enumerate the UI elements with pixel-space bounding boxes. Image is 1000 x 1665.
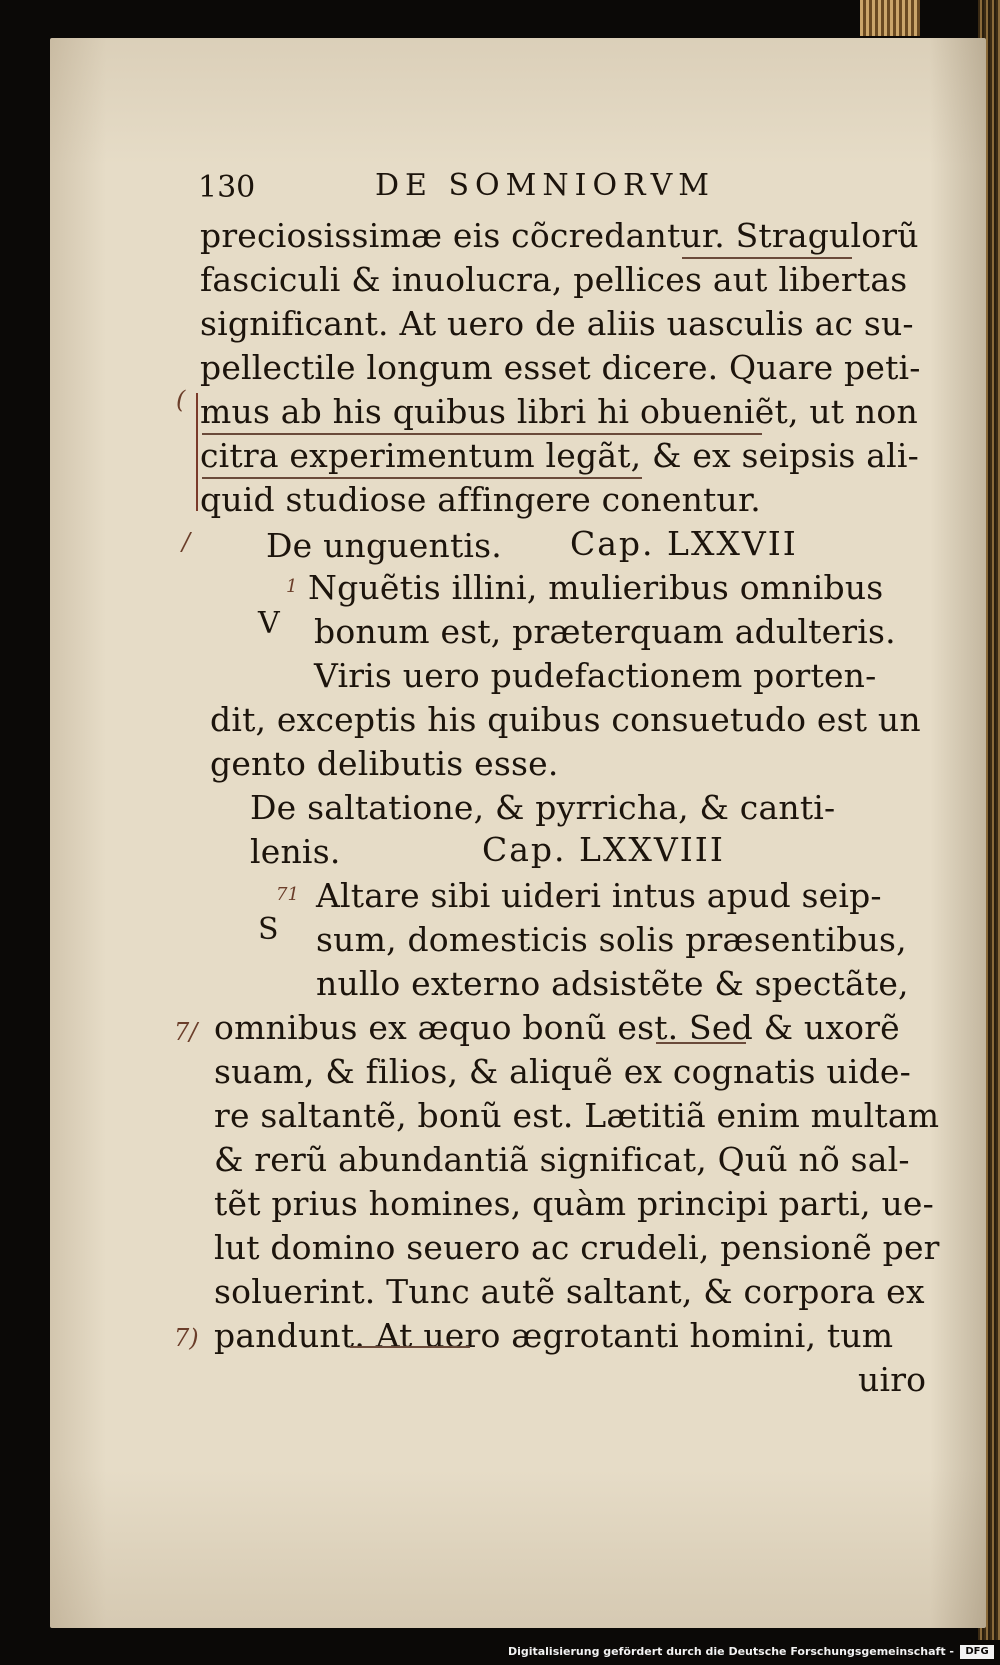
book-page-edges — [860, 0, 920, 36]
text-line: sum, domesticis solis præsentibus, — [316, 920, 907, 959]
text-line: mus ab his quibus libri hi obueniẽt, ut non — [200, 392, 918, 431]
text-line: citra experimentum legãt, & ex seipsis ali- — [200, 436, 919, 475]
text-line: pandunt. At uero ægrotanti homini, tum — [214, 1316, 894, 1355]
text-line: preciosissimæ eis cõcredantur. Stragulorũ — [200, 216, 919, 255]
text-line: omnibus ex æquo bonũ est. Sed & uxorẽ — [214, 1008, 900, 1047]
handwritten-underline — [350, 1346, 470, 1348]
chapter-title: lenis. — [250, 832, 341, 871]
digitization-footer — [0, 1640, 1000, 1665]
handwritten-underline — [656, 1042, 746, 1044]
book-page — [50, 38, 986, 1628]
text-line: nullo externo adsistẽte & spectãte, — [316, 964, 909, 1003]
chapter-title: De unguentis. — [266, 526, 502, 565]
handwritten-underline — [682, 257, 852, 259]
text-line: pellectile longum esset dicere. Quare peti- — [200, 348, 921, 387]
running-title: DE SOMNIORVM — [375, 168, 715, 203]
marginal-note: 71 — [276, 884, 299, 905]
catchword: uiro — [858, 1360, 927, 1399]
text-line: quid studiose affingere conentur. — [200, 480, 761, 519]
page-number: 130 — [198, 170, 256, 205]
text-line: tẽt prius homines, quàm principi parti, ue- — [214, 1184, 934, 1223]
funding-credit: Digitalisierung gefördert durch die Deutsche Forschungsgemeinschaft - — [507, 1645, 954, 1658]
text-line: Nguẽtis illini, mulieribus omnibus — [308, 568, 884, 607]
text-line: gento delibutis esse. — [210, 744, 559, 783]
chapter-number: Cap. LXXVIII — [482, 830, 725, 869]
text-line: soluerint. Tunc autẽ saltant, & corpora ex — [214, 1272, 925, 1311]
text-line: dit, exceptis his quibus consuetudo est un — [210, 700, 921, 739]
marginal-note: ( — [176, 386, 186, 414]
text-line: fasciculi & inuolucra, pellices aut libertas — [200, 260, 908, 299]
text-line: re saltantẽ, bonũ est. Lætitiã enim multam — [214, 1096, 940, 1135]
handwritten-underline — [202, 477, 642, 479]
text-line: Viris uero pudefactionem porten- — [314, 656, 877, 695]
text-line: & rerũ abundantiã significat, Quũ nõ sal- — [214, 1140, 910, 1179]
marginal-note: 7/ — [174, 1018, 198, 1046]
initial-letter: V — [258, 606, 280, 641]
text-line: Altare sibi uideri intus apud seip- — [316, 876, 882, 915]
marginal-note: 7) — [174, 1324, 199, 1352]
text-line: suam, & filios, & aliquẽ ex cognatis uide- — [214, 1052, 911, 1091]
chapter-number: Cap. LXXVII — [570, 524, 798, 563]
marginal-note: / — [182, 528, 191, 556]
handwritten-underline — [202, 433, 762, 435]
initial-letter: S — [258, 912, 279, 947]
text-line: lut domino seuero ac crudeli, pensionẽ per — [214, 1228, 940, 1267]
chapter-title: De saltatione, & pyrricha, & canti- — [250, 788, 836, 827]
handwritten-bracket — [196, 393, 204, 511]
text-line: bonum est, præterquam adulteris. — [314, 612, 896, 651]
text-line: significant. At uero de aliis uasculis ac su- — [200, 304, 914, 343]
marginal-note: 1 — [286, 576, 298, 597]
dfg-logo: DFG — [960, 1645, 994, 1659]
